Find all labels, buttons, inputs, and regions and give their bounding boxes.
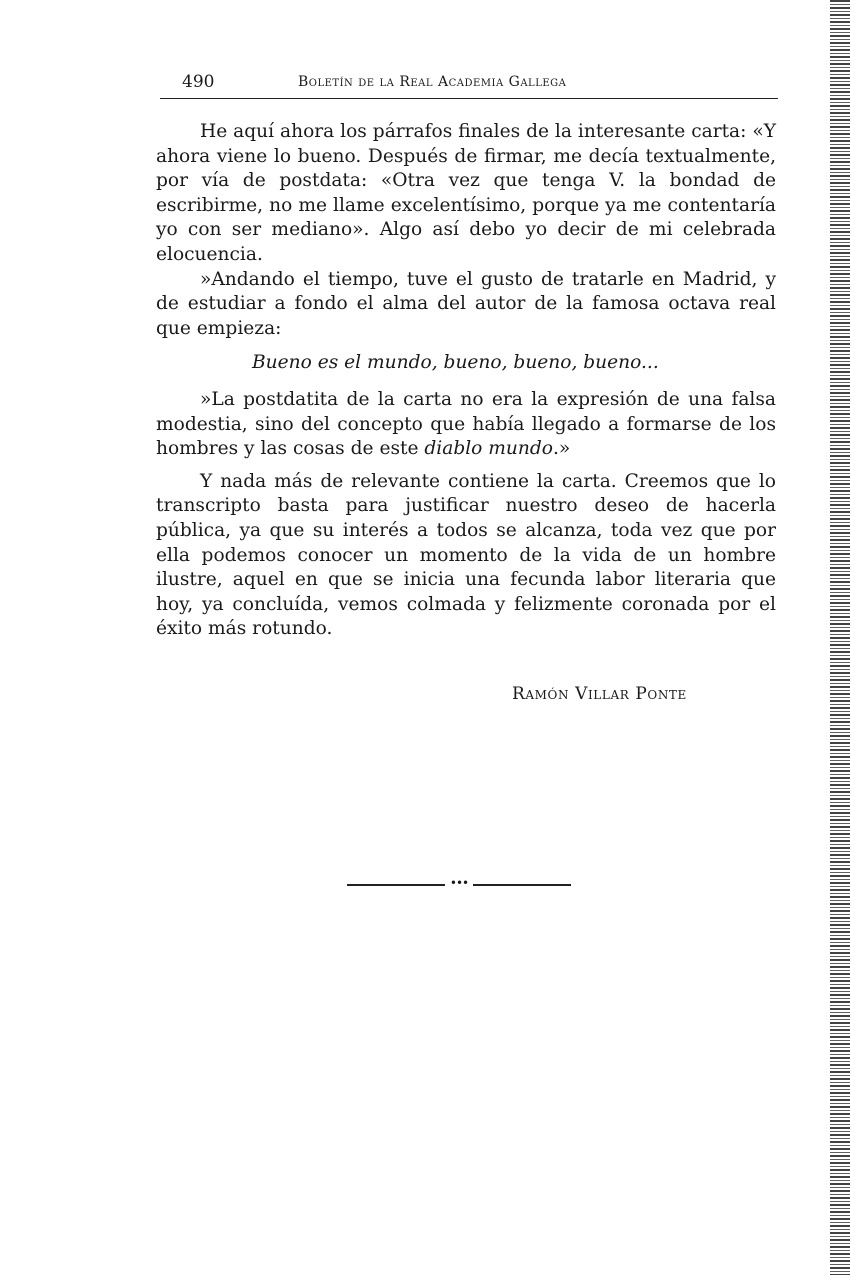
ornament-dots: ••• <box>449 876 469 890</box>
ornament-line-left <box>347 884 445 886</box>
paragraph-3 <box>156 388 776 462</box>
author-signature: Ramón Villar Ponte <box>512 684 687 704</box>
ornament-line-right <box>473 884 571 886</box>
binding-edge <box>830 0 850 1275</box>
section-ornament <box>347 876 571 891</box>
page-number: 490 <box>182 72 215 92</box>
paragraph-2: »Andando el tiempo, tuve el gusto de tratarle en Madrid, y de estudiar a fondo el alma del autor de la famosa octava real que empieza: <box>156 268 776 339</box>
verse-quote: Bueno es el mundo, bueno, bueno, bueno... <box>252 352 659 374</box>
paragraph-4: Y nada más de relevante contiene la carta. Creemos que lo transcripto basta para justificar nuestro deseo de hacerla pública, ya que su interés a todos se alcanza, toda vez que por ella podemos conocer un momento de la vida de un hombre ilustre, aquel en que se inicia una fecunda labor literaria que hoy, ya concluída, vemos colmada y felizmente coronada por el éxito más rotundo. <box>156 470 776 640</box>
paragraph-1: He aquí ahora los párrafos finales de la interesante carta: «Y ahora viene lo bueno. Después de firmar, me decía textualmente, por vía de postdata: «Otra vez que tenga V. la bondad de escribirme, no me llame excelentísimo, porque ya me contentaría yo con ser mediano». Algo así debo yo decir de mi celebrada elocuencia. <box>156 121 776 265</box>
paragraph-3-italic: diablo mundo <box>424 438 553 460</box>
body-text <box>156 120 776 642</box>
page-header <box>160 70 778 99</box>
running-title: Boletín de la Real Academia Gallega <box>298 74 567 90</box>
paragraph-3-text: »La postdatita de la carta no era la expresión de una falsa modestia, sino del concepto que había llegado a formarse de los hombres y las cosas de este <box>156 388 776 460</box>
paragraph-3-end: .» <box>552 438 571 460</box>
